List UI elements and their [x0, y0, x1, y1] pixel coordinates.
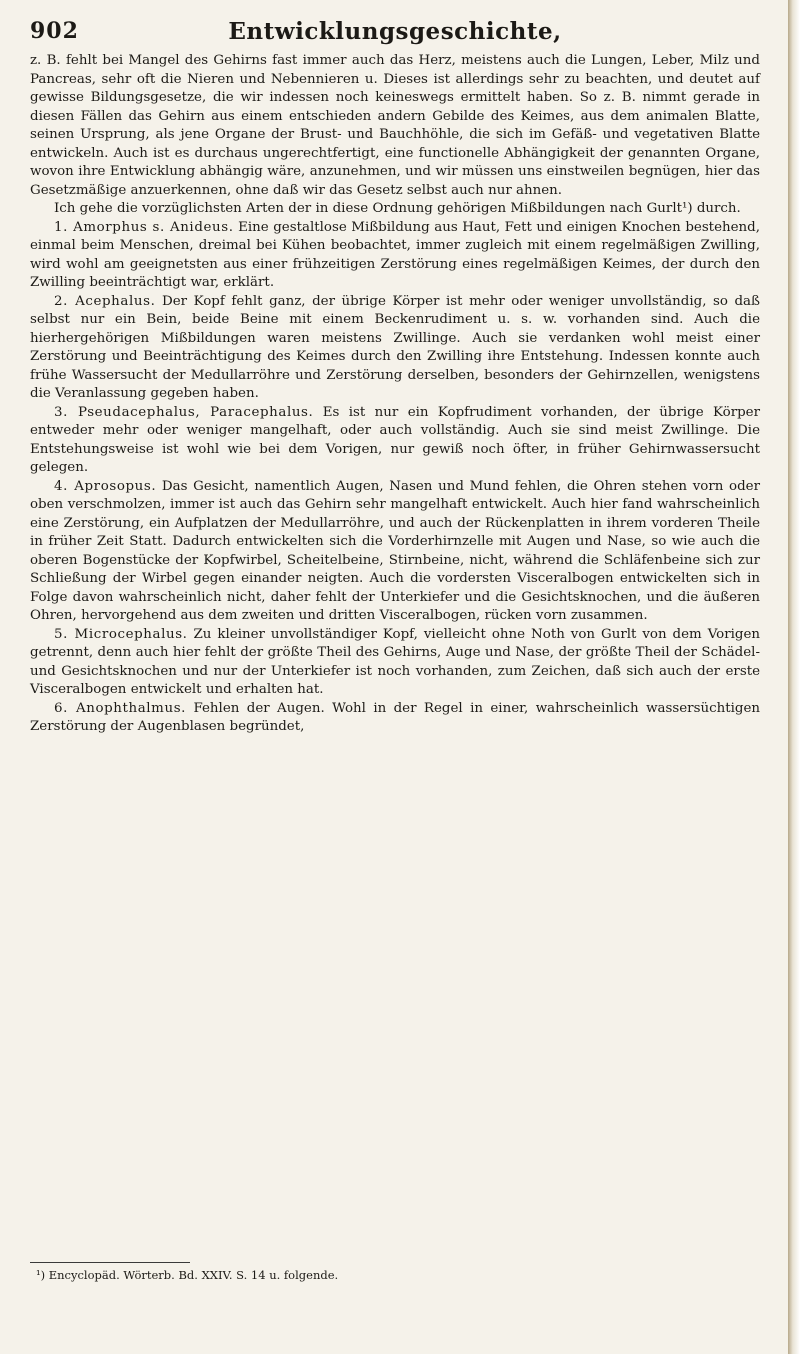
item-term: 1. Amorphus s. Anideus.	[54, 219, 234, 235]
list-item-microcephalus	[30, 626, 760, 700]
paragraph-method	[30, 200, 760, 219]
item-term: 3. Pseudacephalus, Paracephalus.	[54, 404, 314, 420]
item-term: 6. Anophthalmus.	[54, 700, 187, 716]
item-text: Fehlen der Augen. Wohl in der Regel in einer, wahrscheinlich wassersüchtigen Zerstörung der Augenblasen begründet,	[30, 700, 760, 734]
footnote-divider	[30, 1262, 190, 1263]
item-term: 5. Microcephalus.	[54, 626, 188, 642]
page-header	[30, 18, 760, 48]
page-number: 902	[30, 18, 79, 44]
footnote: ¹) Encyclopäd. Wörterb. Bd. XXIV. S. 14 u. folgende.	[36, 1268, 339, 1282]
paragraph-intro	[30, 52, 760, 200]
list-item-pseudacephalus	[30, 404, 760, 478]
list-item-aprosopus	[30, 478, 760, 626]
page-edge-shadow	[788, 0, 800, 1354]
item-term: 2. Acephalus.	[54, 293, 156, 309]
item-term: 4. Aprosopus.	[54, 478, 157, 494]
paragraph-text: z. B. fehlt bei Mangel des Gehirns fast immer auch das Herz, meistens auch die Lungen, Leber, Milz und Pancreas, sehr oft die Nieren und Nebennieren u. Dieses ist allerdings sehr zu beachten, und deutet auf gewisse Bildungsgesetze, die wir indessen noch keineswegs ermittelt haben. So z. B. nimmt gerade in diesen Fällen das Gehirn aus einem entschieden andern Gebilde des Keimes, aus dem animalen Blatte, seinen Ursprung, als jene Organe der Brust- und Bauchhöhle, die sich im Gefäß- und vegetativen Blatte entwickeln. Auch ist es durchaus ungerechtfertigt, eine functionelle Abhängigkeit der genannten Organe, wovon ihre Entwicklung abhängig wäre, anzunehmen, und wir müssen uns einstweilen begnügen, hier das Gesetzmäßige anzuerkennen, ohne daß wir das Gesetz selbst auch nur ahnen.	[30, 53, 760, 198]
running-title: Entwicklungsgeschichte,	[228, 18, 562, 45]
item-text: Eine gestaltlose Mißbildung aus Haut, Fett und einigen Knochen bestehend, einmal beim Menschen, dreimal bei Kühen beobachtet, immer zugleich mit einem regelmäßigen Zwilling, wird wohl am geeignetsten aus einer frühzeitigen Zerstörung eines regelmäßigen Keimes, der durch den Zwilling beeinträchtigt war, erklärt.	[30, 219, 760, 290]
item-text: Es ist nur ein Kopfrudiment vorhanden, der übrige Körper entweder mehr oder weniger mangelhaft, oder auch vollständig. Auch sie sind meist Zwillinge. Die Entstehungsweise ist wohl wie bei dem Vorigen, nur gewiß noch öfter, in früher Gehirnwassersucht gelegen.	[30, 404, 760, 475]
list-item-acephalus	[30, 293, 760, 404]
item-text: Das Gesicht, namentlich Augen, Nasen und Mund fehlen, die Ohren stehen vorn oder oben verschmolzen, immer ist auch das Gehirn sehr mangelhaft entwickelt. Auch hier fand wahrscheinlich eine Zerstörung, ein Aufplatzen der Medullarröhre, und auch der Rückenplatten in ihrem vorderen Theile in früher Zeit Statt. Dadurch entwickelten sich die Vorderhirnzelle mit Augen und Nase, so wie auch die oberen Bogenstücke der Kopfwirbel, Scheitelbeine, Stirnbeine, nicht, während die Schläfenbeine sich zur Schließung der Wirbel gegen einander neigten. Auch die vordersten Visceralbogen entwickelten sich in Folge davon wahrscheinlich nicht, daher fehlt der Unterkiefer und die Gesichtsknochen, und die äußeren Ohren, hervorgehend aus dem zweiten und dritten Visceralbogen, rücken vorn zusammen.	[30, 478, 760, 623]
body-text	[30, 52, 760, 737]
list-item-anophthalmus	[30, 700, 760, 737]
item-text: Der Kopf fehlt ganz, der übrige Körper ist mehr oder weniger unvollständig, so daß selbst nur ein Bein, beide Beine mit einem Beckenrudiment u. s. w. vorhanden sind. Auch die hierhergehörigen Mißbildungen waren meistens Zwillinge. Auch sie verdanken wohl meist einer Zerstörung und Beeinträchtigung des Keimes durch den Zwilling ihre Entstehung. Indessen konnte auch frühe Wassersucht der Medullarröhre und Zerstörung derselben, besonders der Gehirnzellen, wenigstens die Veranlassung gegeben haben.	[30, 293, 760, 401]
item-text: Zu kleiner unvollständiger Kopf, vielleicht ohne Noth von Gurlt von dem Vorigen getrennt, denn auch hier fehlt der größte Theil des Gehirns, Auge und Nase, der größte Theil der Schädel- und Gesichtsknochen und nur der Unterkiefer ist noch vorhanden, zum Zeichen, daß sich auch der erste Visceralbogen entwickelt und erhalten hat.	[30, 626, 761, 697]
list-item-amorphus	[30, 219, 760, 293]
paragraph-text: Ich gehe die vorzüglichsten Arten der in diese Ordnung gehörigen Mißbildungen nach Gurlt¹) durch.	[54, 201, 741, 216]
